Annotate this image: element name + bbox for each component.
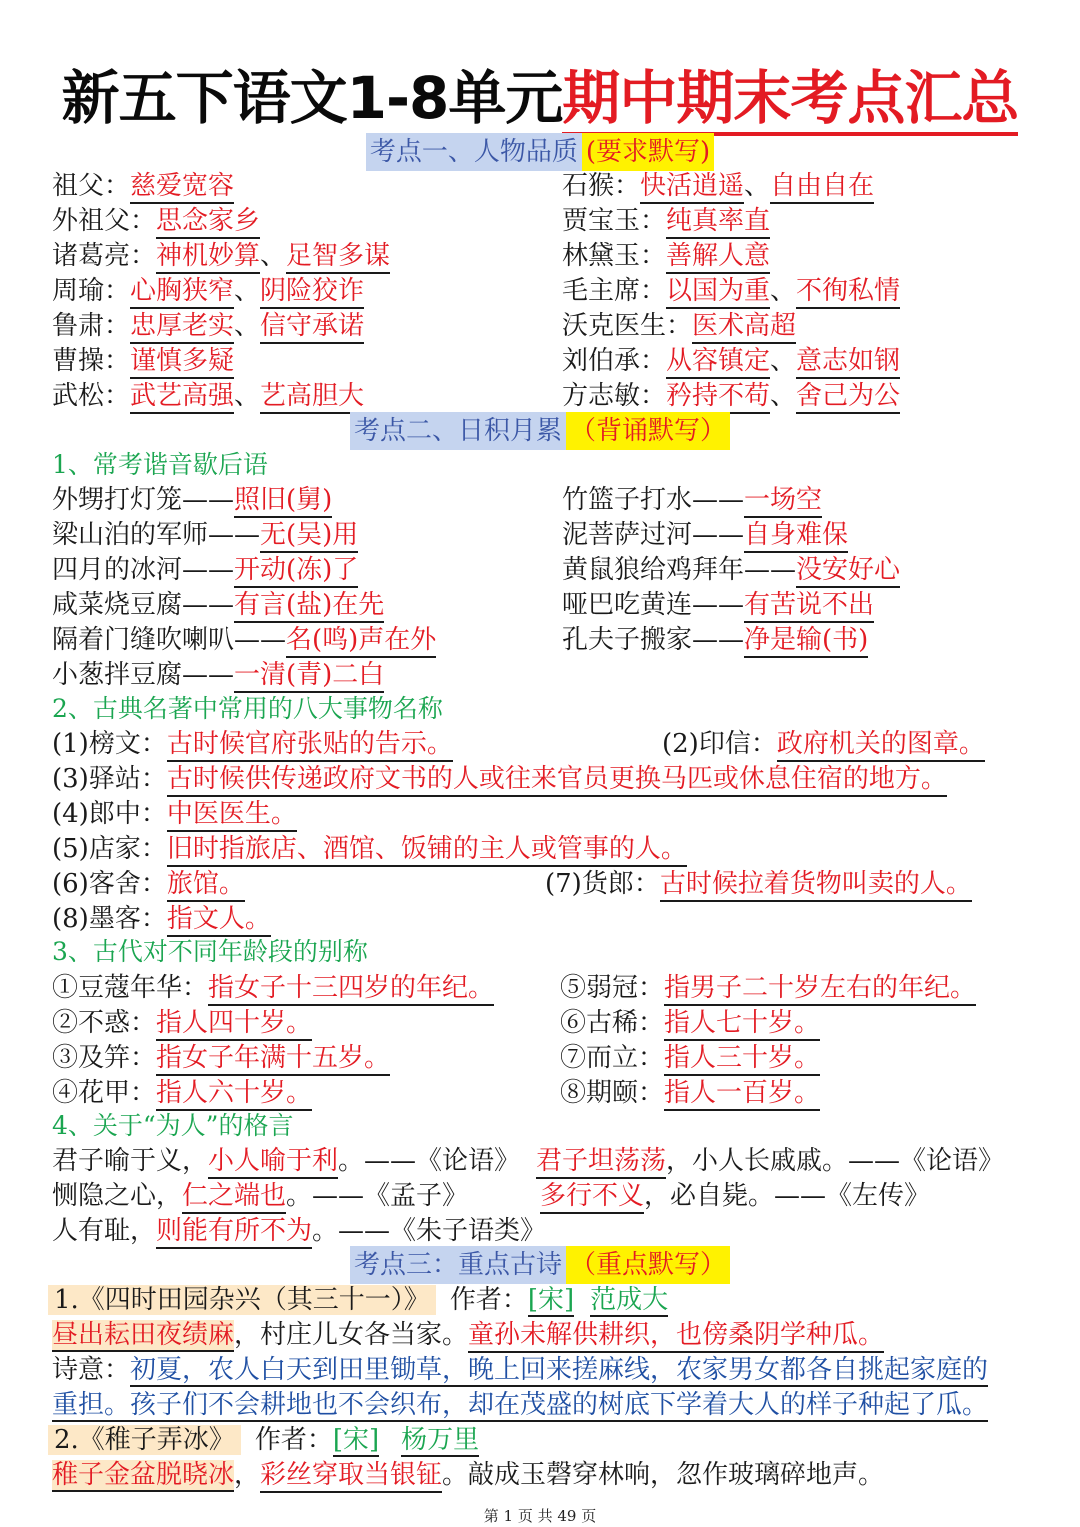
motto-source: 。——《孟子》 (286, 1181, 469, 1211)
poem-title: 2.《稚子弄冰》 (48, 1425, 241, 1455)
poem-dynasty: [宋] (527, 1285, 575, 1315)
xiehouyu-question: 四月的冰河—— (52, 555, 235, 585)
thing-row (52, 796, 297, 832)
poem-meaning: 初夏，农人白天到田里锄草，晚上回来搓麻线，农家男女都各自挑起家庭的 (130, 1355, 989, 1385)
person-row (562, 343, 900, 379)
person-label: 诸葛亮： (52, 241, 157, 271)
person-trait: 神机妙算 (156, 241, 260, 274)
separator: 、 (234, 276, 261, 306)
section-1-head: 考点一、人物品质 (366, 133, 582, 171)
age-row (560, 970, 976, 1006)
section-1-tag: (要求默写) (582, 133, 714, 171)
age-label: ①豆蔻年华： (52, 973, 209, 1003)
thing-row (52, 831, 687, 867)
poem-line: 彩丝穿取当银钲 (260, 1460, 442, 1493)
thing-definition: 旧时指旅店、酒馆、饭铺的主人或管事的人。 (167, 834, 687, 867)
page-number: 第 1 页 共 49 页 (483, 1507, 597, 1525)
age-definition: 指人四十岁。 (156, 1008, 312, 1041)
title-black: 新五下语文1-8单元 (61, 64, 563, 132)
poem-2-lines (52, 1457, 884, 1493)
person-trait: 心胸狭窄 (130, 276, 234, 309)
person-trait: 足智多谋 (286, 241, 390, 274)
motto-answer: 小人喻于利 (208, 1146, 338, 1179)
age-row (560, 1040, 820, 1076)
age-definition: 指女子年满十五岁。 (156, 1043, 390, 1076)
page-title (0, 58, 1080, 138)
xiehouyu-answer: 无(吴)用 (260, 520, 358, 553)
poem-1-meaning (52, 1352, 988, 1388)
person-label: 沃克医生： (562, 311, 693, 341)
xiehouyu-answer: 一场空 (744, 485, 822, 518)
xiehouyu-answer: 一清(青)二白 (234, 660, 384, 693)
person-label: 刘伯承： (562, 346, 667, 376)
section-2-head: 考点二、日积月累 (350, 412, 566, 450)
xiehouyu-question: 孔夫子搬家—— (562, 625, 745, 655)
poem-line: 。敲成玉磬穿林响，忽作玻璃碎地声。 (442, 1460, 885, 1490)
motto-row (540, 1178, 930, 1214)
motto-text: 人有耻， (52, 1216, 157, 1246)
xiehouyu-question: 泥菩萨过河—— (562, 520, 745, 550)
person-row (562, 203, 770, 239)
motto-source: ，小人长戚戚。——《论语》 (666, 1146, 1005, 1176)
xiehouyu-answer: 开动(冻)了 (234, 555, 358, 588)
age-row (560, 1005, 820, 1041)
age-definition: 指人六十岁。 (156, 1078, 312, 1111)
poem-title: 1.《四时田园杂兴（其三十一）》 (48, 1285, 436, 1315)
thing-definition: 中医医生。 (167, 799, 297, 832)
person-label: 方志敏： (562, 381, 667, 411)
motto-text: 君子喻于义， (52, 1146, 209, 1176)
person-label: 外祖父： (52, 206, 157, 236)
xiehouyu-question: 梁山泊的军师—— (52, 520, 261, 550)
age-row (52, 970, 494, 1006)
xiehouyu-row (52, 657, 384, 693)
motto-source: ，必自毙。——《左传》 (644, 1181, 931, 1211)
person-label: 鲁肃： (52, 311, 131, 341)
poem-author: 杨万里 (401, 1425, 480, 1455)
separator: 、 (260, 241, 287, 271)
motto-answer: 多行不义 (540, 1181, 644, 1214)
thing-row (545, 866, 972, 902)
person-row (52, 378, 364, 414)
person-trait: 舍己为公 (796, 381, 900, 414)
thing-label: (1)榜文： (52, 729, 167, 759)
person-trait: 以国为重 (666, 276, 770, 309)
thing-definition: 古时候官府张贴的告示。 (167, 729, 453, 762)
xiehouyu-row (52, 552, 358, 588)
xiehouyu-row (562, 622, 868, 658)
person-row (562, 378, 900, 414)
age-definition: 指人一百岁。 (664, 1078, 820, 1111)
person-label: 石猴： (562, 171, 641, 201)
xiehouyu-row (562, 482, 822, 518)
section-heading-2 (0, 412, 1080, 450)
person-row (52, 308, 364, 344)
person-trait: 阴险狡诈 (260, 276, 364, 309)
thing-row (52, 866, 245, 902)
xiehouyu-answer: 照旧(舅) (234, 485, 332, 518)
person-trait: 慈爱宽容 (130, 171, 234, 204)
subheading-mottos: 4、关于“为人”的格言 (52, 1111, 294, 1140)
age-label: ③及笄： (52, 1043, 157, 1073)
age-label: ⑧期颐： (560, 1078, 665, 1108)
xiehouyu-question: 外甥打灯笼—— (52, 485, 235, 515)
xiehouyu-question: 隔着门缝吹喇叭—— (52, 625, 287, 655)
thing-label: (7)货郎： (545, 869, 660, 899)
age-definition: 指男子二十岁左右的年纪。 (664, 973, 976, 1006)
person-label: 祖父： (52, 171, 131, 201)
person-trait: 不徇私情 (796, 276, 900, 309)
motto-answer: 仁之端也 (182, 1181, 286, 1214)
section-3-head: 考点三：重点古诗 (350, 1246, 566, 1284)
person-trait: 忠厚老实 (130, 311, 234, 344)
xiehouyu-answer: 净是输(书) (744, 625, 868, 658)
xiehouyu-question: 黄鼠狼给鸡拜年—— (562, 555, 797, 585)
section-3-tag: （重点默写） (566, 1246, 730, 1284)
age-row (560, 1075, 820, 1111)
poem-1-header (48, 1282, 668, 1318)
separator: 、 (770, 346, 797, 376)
person-trait: 从容镇定 (666, 346, 770, 379)
section-2-tag: （背诵默写） (566, 412, 730, 450)
motto-answer: 则能有所不为 (156, 1216, 312, 1249)
person-trait: 纯真率直 (666, 206, 770, 239)
poem-2-header (48, 1422, 479, 1458)
person-row (562, 273, 900, 309)
thing-definition: 旅馆。 (167, 869, 245, 902)
thing-label: (3)驿站： (52, 764, 167, 794)
person-row (562, 168, 874, 204)
poem-dynasty: [宋] (332, 1425, 380, 1455)
author-label: 作者： (449, 1285, 528, 1315)
motto-source: 。——《论语》 (338, 1146, 521, 1176)
separator: 、 (770, 381, 797, 411)
person-row (52, 273, 364, 309)
separator: 、 (744, 171, 771, 201)
person-row (52, 238, 390, 274)
subheading-ages: 3、古代对不同年龄段的别称 (52, 937, 368, 966)
person-label: 毛主席： (562, 276, 667, 306)
person-label: 贾宝玉： (562, 206, 667, 236)
thing-row (52, 901, 271, 937)
poem-line: 童孙未解供耕织，也傍桑阴学种瓜。 (468, 1320, 884, 1353)
person-row (52, 168, 234, 204)
subheading-things: 2、古典名著中常用的八大事物名称 (52, 694, 443, 723)
age-label: ⑤弱冠： (560, 973, 665, 1003)
person-row (52, 343, 234, 379)
meaning-label: 诗意： (52, 1355, 131, 1385)
poem-line: ， (234, 1460, 261, 1490)
author-label: 作者： (254, 1425, 333, 1455)
thing-definition: 古时候拉着货物叫卖的人。 (660, 869, 972, 902)
person-trait: 思念家乡 (156, 206, 260, 239)
person-trait: 武艺高强 (130, 381, 234, 414)
age-definition: 指女子十三四岁的年纪。 (208, 973, 494, 1006)
person-row (52, 203, 260, 239)
xiehouyu-answer: 没安好心 (796, 555, 900, 588)
xiehouyu-question: 咸菜烧豆腐—— (52, 590, 235, 620)
xiehouyu-answer: 名(鸣)声在外 (286, 625, 436, 658)
poem-author: 范成大 (590, 1285, 669, 1315)
subheading-xiehouyu: 1、常考谐音歇后语 (52, 450, 268, 479)
section-heading-1 (0, 133, 1080, 171)
thing-definition: 指文人。 (167, 904, 271, 937)
poem-1-lines (52, 1317, 884, 1353)
xiehouyu-row (52, 587, 384, 623)
xiehouyu-row (52, 517, 358, 553)
separator: 、 (234, 311, 261, 341)
age-label: ⑥古稀： (560, 1008, 665, 1038)
age-label: ④花甲： (52, 1078, 157, 1108)
person-label: 武松： (52, 381, 131, 411)
person-trait: 意志如钢 (796, 346, 900, 379)
thing-row (52, 761, 947, 797)
xiehouyu-question: 小葱拌豆腐—— (52, 660, 235, 690)
motto-row (52, 1178, 468, 1214)
xiehouyu-row (562, 517, 848, 553)
separator: 、 (770, 276, 797, 306)
age-label: ⑦而立： (560, 1043, 665, 1073)
thing-row (52, 726, 453, 762)
person-label: 林黛玉： (562, 241, 667, 271)
age-row (52, 1005, 312, 1041)
person-trait: 善解人意 (666, 241, 770, 274)
person-row (562, 308, 796, 344)
xiehouyu-answer: 有苦说不出 (744, 590, 874, 623)
section-heading-3 (0, 1246, 1080, 1284)
age-definition: 指人七十岁。 (664, 1008, 820, 1041)
motto-row (536, 1143, 1004, 1179)
person-label: 周瑜： (52, 276, 131, 306)
motto-answer: 君子坦荡荡 (536, 1146, 666, 1179)
xiehouyu-row (562, 552, 900, 588)
person-row (562, 238, 770, 274)
age-row (52, 1040, 390, 1076)
xiehouyu-answer: 有言(盐)在先 (234, 590, 384, 623)
thing-row (662, 726, 985, 762)
person-trait: 谨慎多疑 (130, 346, 234, 379)
thing-label: (8)墨客： (52, 904, 167, 934)
motto-row (52, 1213, 546, 1249)
thing-label: (5)店家： (52, 834, 167, 864)
person-trait: 矜持不苟 (666, 381, 770, 414)
thing-label: (4)郎中： (52, 799, 167, 829)
motto-row (52, 1143, 520, 1179)
xiehouyu-answer: 自身难保 (744, 520, 848, 553)
age-row (52, 1075, 312, 1111)
poem-line: ，村庄儿女各当家。 (234, 1320, 469, 1350)
thing-label: (6)客舍： (52, 869, 167, 899)
title-red: 期中期末考点汇总 (562, 64, 1018, 136)
separator: 、 (234, 381, 261, 411)
age-label: ②不惑： (52, 1008, 157, 1038)
person-trait: 医术高超 (692, 311, 796, 344)
xiehouyu-row (562, 587, 874, 623)
thing-definition: 古时候供传递政府文书的人或往来官员更换马匹或休息住宿的地方。 (167, 764, 947, 797)
xiehouyu-row (52, 482, 332, 518)
thing-definition: 政府机关的图章。 (777, 729, 985, 762)
xiehouyu-question: 哑巴吃黄连—— (562, 590, 745, 620)
age-definition: 指人三十岁。 (664, 1043, 820, 1076)
person-trait: 快活逍遥 (640, 171, 744, 204)
poem-meaning: 重担。孩子们不会耕地也不会织布，却在茂盛的树底下学着大人的样子种起了瓜。 (52, 1390, 989, 1420)
person-trait: 信守承诺 (260, 311, 364, 344)
xiehouyu-row (52, 622, 436, 658)
xiehouyu-question: 竹篮子打水—— (562, 485, 745, 515)
poem-1-meaning (52, 1387, 988, 1423)
motto-text: 恻隐之心， (52, 1181, 183, 1211)
thing-label: (2)印信： (662, 729, 777, 759)
motto-source: 。——《朱子语类》 (312, 1216, 547, 1246)
poem-line: 稚子金盆脱晓冰 (52, 1460, 235, 1490)
person-label: 曹操： (52, 346, 131, 376)
person-trait: 自由自在 (770, 171, 874, 204)
poem-line: 昼出耘田夜绩麻 (52, 1320, 235, 1350)
person-trait: 艺高胆大 (260, 381, 364, 414)
